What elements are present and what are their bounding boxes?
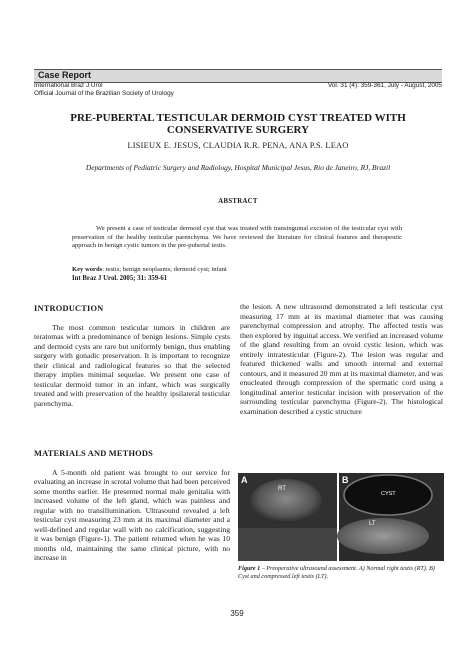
panel-a-tissue: [238, 528, 337, 561]
section-label: Case Report: [38, 70, 92, 80]
figure-1-ultrasound: [238, 473, 444, 561]
materials-section: [34, 449, 230, 563]
journal-subtitle: Official Journal of the Brazilian Society of Urology: [34, 90, 174, 97]
ultrasound-image: [238, 473, 444, 561]
article-title: [34, 112, 442, 136]
caption-text: – Preoperative ultrasound assessment. A) Normal right testis (RT). B) Cyst and compressed left testis (LT).: [238, 565, 435, 580]
rt-label: RT: [278, 486, 286, 492]
caption-label: Figure 1: [238, 565, 261, 572]
abstract-text: We present a case of testicular dermoid cyst that was treated with transinguinal excision of the testicular cyst with preservation of the healthy testicular parenchyma. We have reviewed the literature for clinical features and therapeutic approach in benign cystic tumors in the pre-pubertal testis.: [72, 225, 402, 250]
keywords-list: : testis; benign neoplasms; dermoid cyst; infant: [102, 266, 227, 273]
journal-info: [34, 82, 174, 98]
page-number: 359: [230, 609, 244, 618]
cyst-label: CYST: [381, 491, 396, 497]
introduction-heading: INTRODUCTION: [34, 304, 104, 313]
introduction-section: [34, 304, 230, 408]
keywords-label: Key words: [72, 266, 103, 273]
authors: LISIEUX E. JESUS, CLAUDIA R.R. PENA, ANA P.S. LEAO: [127, 141, 349, 150]
title-line-2: CONSERVATIVE SURGERY: [166, 124, 310, 136]
figure-caption: [238, 565, 444, 581]
right-column: [240, 302, 443, 416]
panel-divider: [337, 473, 339, 561]
journal-name: International Braz J Urol: [34, 82, 103, 89]
right-testis-shape: [250, 479, 322, 523]
citation: Int Braz J Urol. 2005; 31: 359-61: [72, 275, 168, 282]
panel-b-label: B: [342, 475, 349, 485]
right-column-text: the lesion. A new ultrasound demonstrated a left testicular cyst measuring 17 mm at its maximal diameter that was causing parenchymal compression and atrophy. The affected testis was then explored by inguinal access. We verified an increased volume of the gland resulting from an ovoid cystic lesion, which was entirely intratesticular (Figure-2). The lesion was regular and featured thickened walls and smooth internal and external contours, and it measured 20 mm at its maximal diameter, and was enucleated through compression of the spermatic cord using a longitudinal anterior testicular incision with preservation of the surrounding testicular parenchyma (Figure-2). The histological examination described a cystic structure: [240, 302, 443, 416]
panel-a-label: A: [241, 475, 248, 485]
volume-info: Vol. 31 (4): 359-361, July - August, 2005: [327, 82, 442, 89]
materials-text: A 5-month old patient was brought to our service for evaluating an increase in scrotal volume that had been perceived some months earlier. He presented normal male genitalia with increased volume of the left gland, which was painless and regular with no transillumination. Ultrasound revealed a left testicular cyst measuring 23 mm at its maximal diameter and a well-defined and regular wall with no calcification, suggesting it was benign (Figure-1). The patient returned when he was 10 months old, maintaining the same clinical picture, with no increase in: [34, 467, 230, 562]
section-bar: [34, 69, 442, 83]
materials-heading: MATERIALS AND METHODS: [34, 449, 153, 458]
keywords: [72, 266, 227, 275]
title-line-1: PRE-PUBERTAL TESTICULAR DERMOID CYST TREATED WITH: [70, 112, 406, 124]
affiliation: Departments of Pediatric Surgery and Radiology, Hospital Municipal Jesus, Rio de Janeiro, RJ, Brazil: [85, 163, 391, 172]
left-testis-shape: [337, 518, 429, 554]
introduction-text: The most common testicular tumors in children are teratomas with a predominance of benign lesions. Simple cysts and dermoid cysts are rare but uniformly benign, thus enabling surgery with gonadic preservation. It is important to recognize their clinical and radiological features so that the selected therapy implies minimal sequelae. We present one case of testicular dermoid tumor in an infant, which was surgically treated and with preservation of the healthy ipsilateral testicular parenchyma.: [34, 322, 230, 408]
lt-label: LT: [369, 521, 376, 527]
abstract-heading: ABSTRACT: [218, 198, 258, 205]
